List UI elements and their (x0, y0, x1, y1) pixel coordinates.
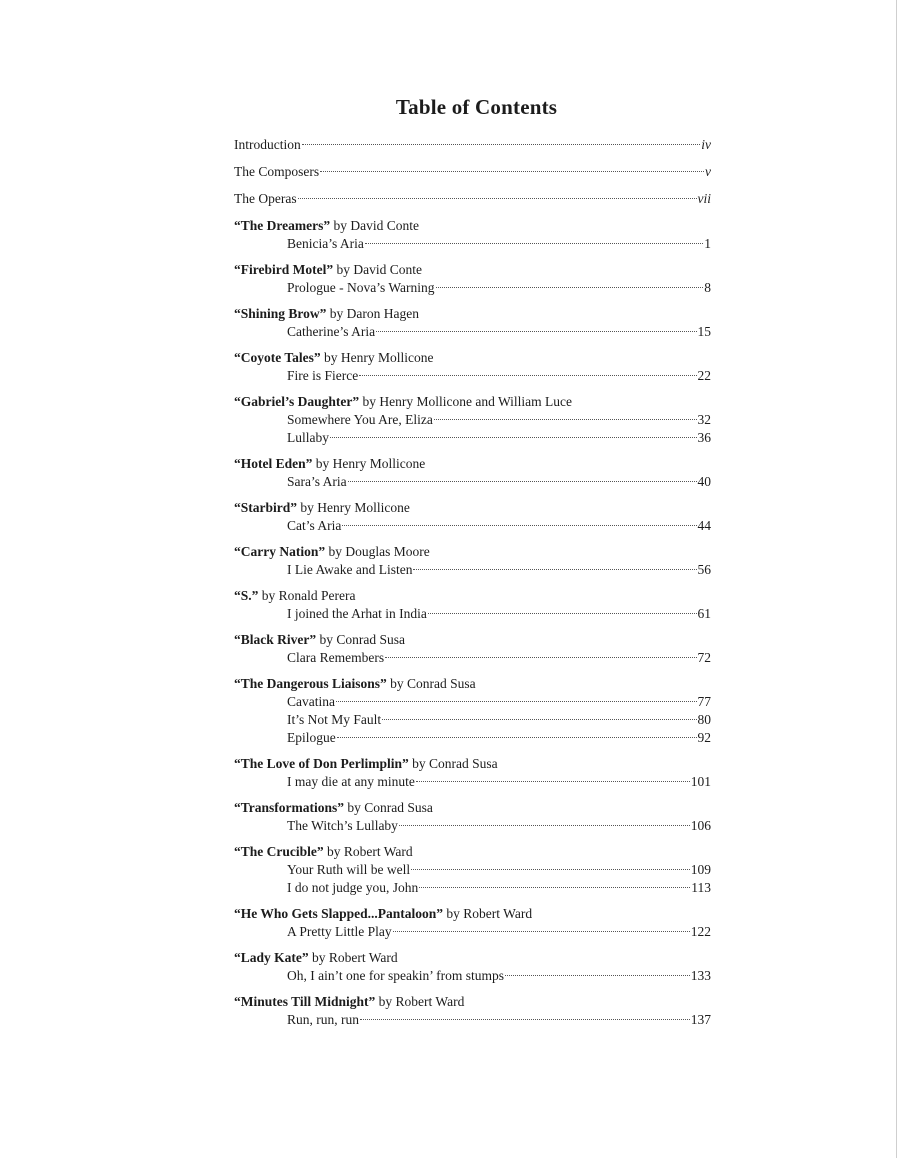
opera-title: “The Dangerous Liaisons” (234, 676, 387, 691)
page-number: 133 (690, 968, 711, 983)
opera-composer: by Robert Ward (375, 994, 465, 1009)
page-number: 1 (704, 236, 711, 251)
entry-label: The Composers (234, 164, 320, 179)
aria-title: Somewhere You Are, Eliza (287, 412, 433, 427)
page-number: 36 (697, 430, 711, 445)
aria-row (234, 473, 711, 491)
opera-title: “S.” (234, 588, 259, 603)
page-number: 56 (697, 562, 711, 577)
aria-title: Sara’s Aria (287, 474, 347, 489)
opera-title: “He Who Gets Slapped...Pantaloon” (234, 906, 444, 921)
opera-title: “Coyote Tales” (234, 350, 321, 365)
opera-heading (234, 843, 711, 861)
aria-row (234, 967, 711, 985)
opera-heading (234, 217, 711, 235)
dot-leader (336, 701, 697, 702)
opera-title: “Minutes Till Midnight” (234, 994, 376, 1009)
page-number: 113 (691, 880, 711, 895)
aria-row (234, 429, 711, 447)
aria-title: Lullaby (287, 430, 329, 445)
entry-label: The Operas (234, 191, 297, 206)
aria-title: I joined the Arhat in India (287, 606, 427, 621)
opera-heading (234, 305, 711, 323)
opera-heading (234, 349, 711, 367)
aria-title: I do not judge you, John (287, 880, 419, 895)
dot-leader (360, 1019, 690, 1020)
dot-leader (393, 931, 690, 932)
aria-row (234, 367, 711, 385)
page-number: 106 (690, 818, 711, 833)
aria-title: Epilogue (287, 730, 336, 745)
opera-composer: by Douglas Moore (325, 544, 430, 559)
aria-title: Catherine’s Aria (287, 324, 376, 339)
opera-composer: by Daron Hagen (326, 306, 420, 321)
aria-title: The Witch’s Lullaby (287, 818, 398, 833)
page-number: 101 (690, 774, 711, 789)
dot-leader (419, 887, 690, 888)
aria-title: Prologue - Nova’s Warning (287, 280, 435, 295)
aria-title: A Pretty Little Play (287, 924, 392, 939)
opera-title: “Gabriel’s Daughter” (234, 394, 360, 409)
opera-composer: by David Conte (333, 262, 422, 277)
opera-title: “Transformations” (234, 800, 344, 815)
aria-row (234, 773, 711, 791)
aria-row (234, 279, 711, 297)
opera-entry (234, 755, 711, 791)
opera-entry (234, 393, 711, 447)
aria-title: Run, run, run (287, 1012, 359, 1027)
aria-title: Cavatina (287, 694, 335, 709)
opera-composer: by Conrad Susa (344, 800, 433, 815)
page-number: 8 (704, 280, 711, 295)
opera-entry (234, 499, 711, 535)
opera-heading (234, 543, 711, 561)
page-number: vii (697, 191, 711, 206)
opera-title: “Black River” (234, 632, 317, 647)
aria-row (234, 605, 711, 623)
page-number: 61 (697, 606, 711, 621)
page-number: iv (701, 137, 711, 152)
dot-leader (416, 781, 690, 782)
opera-entry (234, 305, 711, 341)
aria-title: I Lie Awake and Listen (287, 562, 413, 577)
table-of-contents (234, 92, 711, 1037)
opera-title: “Lady Kate” (234, 950, 309, 965)
opera-heading (234, 393, 711, 411)
opera-entry (234, 675, 711, 747)
dot-leader (348, 481, 697, 482)
opera-composer: by Ronald Perera (258, 588, 356, 603)
page-edge (896, 0, 897, 1158)
opera-composer: by Conrad Susa (316, 632, 405, 647)
opera-title: “Carry Nation” (234, 544, 326, 559)
opera-composer: by Conrad Susa (408, 756, 498, 771)
opera-heading (234, 949, 711, 967)
dot-leader (413, 569, 696, 570)
opera-entry (234, 993, 711, 1029)
opera-heading (234, 631, 711, 649)
dot-leader (434, 419, 697, 420)
opera-heading (234, 905, 711, 923)
page-number: 44 (697, 518, 711, 533)
page-number: 32 (697, 412, 711, 427)
aria-row (234, 879, 711, 897)
opera-entry (234, 799, 711, 835)
aria-row (234, 649, 711, 667)
dot-leader (399, 825, 690, 826)
aria-row (234, 411, 711, 429)
opera-heading (234, 499, 711, 517)
opera-composer: by Henry Mollicone (297, 500, 410, 515)
opera-heading (234, 455, 711, 473)
opera-entry (234, 455, 711, 491)
aria-title: Fire is Fierce (287, 368, 359, 383)
aria-title: Oh, I ain’t one for speakin’ from stumps (287, 968, 504, 983)
opera-composer: by Robert Ward (443, 906, 533, 921)
aria-title: It’s Not My Fault (287, 712, 382, 727)
aria-row (234, 729, 711, 747)
front-matter-row (234, 136, 711, 154)
aria-row (234, 861, 711, 879)
opera-title: “Hotel Eden” (234, 456, 313, 471)
aria-title: Cat’s Aria (287, 518, 342, 533)
dot-leader (320, 171, 704, 172)
opera-composer: by Conrad Susa (386, 676, 476, 691)
opera-title: “Firebird Motel” (234, 262, 334, 277)
aria-title: Clara Remembers (287, 650, 385, 665)
opera-entry (234, 261, 711, 297)
opera-entry (234, 905, 711, 941)
page-number: 92 (697, 730, 711, 745)
page-number: 122 (690, 924, 711, 939)
page-number: 80 (697, 712, 711, 727)
aria-row (234, 517, 711, 535)
aria-title: Your Ruth will be well (287, 862, 411, 877)
dot-leader (385, 657, 696, 658)
page-number: 109 (690, 862, 711, 877)
dot-leader (298, 198, 697, 199)
opera-entry (234, 631, 711, 667)
dot-leader (342, 525, 696, 526)
dot-leader (382, 719, 696, 720)
opera-title: “Starbird” (234, 500, 298, 515)
opera-entry (234, 543, 711, 579)
aria-row (234, 817, 711, 835)
dot-leader (428, 613, 697, 614)
opera-heading (234, 587, 711, 605)
opera-entry (234, 217, 711, 253)
opera-title: “Shining Brow” (234, 306, 327, 321)
opera-entry (234, 349, 711, 385)
opera-title: “The Dreamers” (234, 218, 331, 233)
aria-row (234, 923, 711, 941)
page-number: v (705, 164, 711, 179)
dot-leader (365, 243, 703, 244)
opera-composer: by Henry Mollicone (312, 456, 426, 471)
dot-leader (505, 975, 690, 976)
page-number: 72 (697, 650, 711, 665)
aria-row (234, 711, 711, 729)
opera-composer: by Robert Ward (308, 950, 398, 965)
opera-title: “The Love of Don Perlimplin” (234, 756, 409, 771)
aria-row (234, 1011, 711, 1029)
page-number: 40 (697, 474, 711, 489)
front-matter-list (234, 136, 711, 208)
page-number: 15 (697, 324, 711, 339)
aria-row (234, 561, 711, 579)
aria-title: Benicia’s Aria (287, 236, 364, 251)
aria-row (234, 323, 711, 341)
page-number: 77 (697, 694, 711, 709)
dot-leader (337, 737, 697, 738)
opera-heading (234, 675, 711, 693)
opera-title: “The Crucible” (234, 844, 324, 859)
opera-entry (234, 843, 711, 897)
opera-entry (234, 949, 711, 985)
opera-composer: by Henry Mollicone and William Luce (359, 394, 573, 409)
front-matter-row (234, 163, 711, 181)
opera-heading (234, 261, 711, 279)
opera-heading (234, 993, 711, 1011)
aria-row (234, 235, 711, 253)
dot-leader (436, 287, 704, 288)
opera-entry (234, 587, 711, 623)
aria-title: I may die at any minute (287, 774, 415, 789)
page-title: Table of Contents (395, 95, 558, 119)
aria-row (234, 693, 711, 711)
dot-leader (359, 375, 696, 376)
opera-composer: by David Conte (330, 218, 419, 233)
opera-heading (234, 799, 711, 817)
opera-composer: by Robert Ward (323, 844, 413, 859)
opera-heading (234, 755, 711, 773)
dot-leader (330, 437, 697, 438)
dot-leader (302, 144, 701, 145)
page-number: 137 (690, 1012, 711, 1027)
entry-label: Introduction (234, 137, 301, 152)
opera-composer: by Henry Mollicone (320, 350, 434, 365)
dot-leader (376, 331, 696, 332)
front-matter-row (234, 190, 711, 208)
dot-leader (411, 869, 690, 870)
page-number: 22 (697, 368, 711, 383)
opera-list (234, 217, 711, 1029)
